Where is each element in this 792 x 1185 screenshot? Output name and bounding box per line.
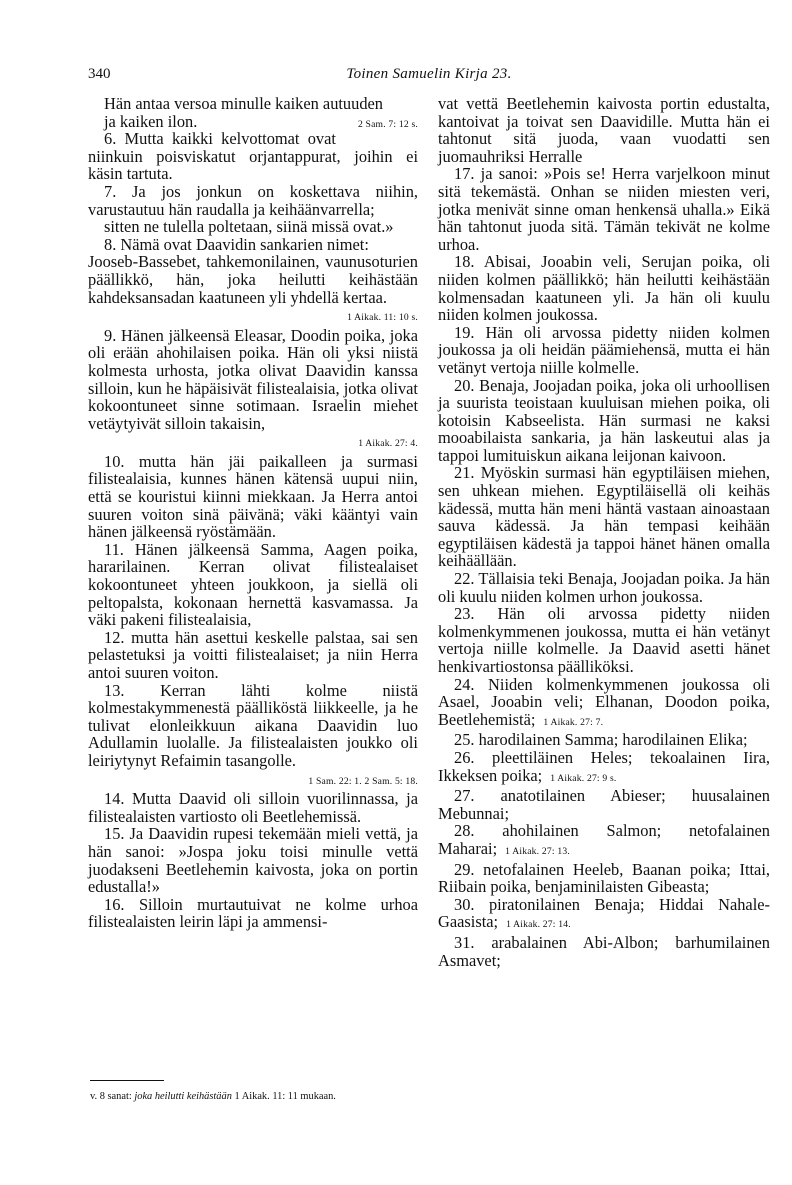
- verse-27: 27. anatotilainen Abieser; huusalainen Mebunnai;: [438, 786, 770, 823]
- verse-20: 20. Benaja, Joojadan poika, joka oli urhoollisen ja suurista teoistaan kuuluisan miehen poika, oli kotoisin Kabseelista. Hän surmasi ne kaksi mooabilaista sankaria, ja hän laskeutui alas ja tappoi lumituiskun aikana leijonan kaivoon.: [438, 375, 770, 465]
- footnote-tail: 1 Aikak. 11: 11 mukaan.: [234, 1091, 336, 1102]
- verse-15: 15. Ja Daavidin rupesi tekemään mieli vettä, ja hän sanoi: »Jospa joku toisi minulle vettä juodakseni Beetlehemin kaivosta, joka on portin edustalla!»: [88, 824, 418, 897]
- footnote-lead: v. 8 sanat:: [90, 1091, 132, 1102]
- verse-12: 12. mutta hän asettui keskelle palstaa, sai sen pelastetuksi ja voitti filistealaiset; ja niin Herra antoi suuren voiton.: [88, 627, 418, 682]
- right-column: [438, 95, 770, 969]
- verse-25: 25. harodilainen Samma; harodilainen Elika;: [454, 730, 748, 750]
- cross-reference-line: [88, 770, 418, 791]
- verse-line: sitten ne tulella poltetaan, siinä missä ovat.»: [104, 217, 394, 237]
- running-title: Toinen Samuelin Kirja 23.: [346, 66, 512, 82]
- verse-11: 11. Hänen jälkeensä Samma, Aagen poika, hararilainen. Kerran olivat filistealaiset kokoontuneet yhteen joukkoon, ja siellä oli peltopalsta, kokonaan hernettä kasvamassa. Ja väki pakeni filistealaisia,: [88, 539, 418, 630]
- verse-13: 13. Kerran lähti kolme niistä kolmestakymmenestä päälliköstä liikkeelle, ja he tulivat elonleikkuun aikana Daavidin luo Adullamin luolalle. Ja filistealaisten joukko oli leiriytynyt Refaimin tasangolle.: [88, 680, 418, 770]
- footnote: [90, 1090, 418, 1104]
- cross-reference: 1 Aikak. 27: 13.: [505, 845, 570, 857]
- footnote-italic: joka heilutti keihästään: [134, 1091, 232, 1102]
- page-number: 340: [88, 66, 111, 82]
- verse-7: 7. Ja jos jonkun on koskettava niihin, varustautuu hän raudalla ja keihäänvarrella;: [88, 181, 418, 219]
- verse-16: 16. Silloin murtautuivat ne kolme urhoa filistealaisten leirin läpi ja ammensi-: [88, 894, 418, 932]
- cross-reference: 2 Sam. 7: 12 s.: [357, 118, 418, 130]
- verse-21: 21. Myöskin surmasi hän egyptiläisen miehen, sen uhkean miehen. Egyptiläisellä oli keihäs kädessä, mutta hän meni häntä vastaan ainoastaan sauva kädessä. Ja hän tempasi keihään egyptiläisen kädestä ja tappoi hänet hänen omalla keihäällään.: [438, 463, 770, 571]
- verse-14: 14. Mutta Daavid oli silloin vuorilinnassa, ja filistealaisten vartiosto oli Beetlehemissä.: [88, 789, 418, 826]
- verse-29: 29. netofalainen Heeleb, Baanan poika; Ittai, Riibain poika, benjaminilaisten Gibeasta;: [438, 859, 770, 897]
- verse-line: Jooseb-Bassebet, tahkemonilainen, vaunusoturien päällikkö, hän, joka heilutti keihästään kahdeksansadan kaatuneen yli yhdellä kertaa.: [88, 252, 418, 307]
- verse-31: 31. arabalainen Abi-Albon; barhumilainen Asmavet;: [438, 932, 770, 970]
- page-header: [88, 66, 770, 86]
- verse-8: 8. Nämä ovat Daavidin sankarien nimet:: [104, 234, 369, 254]
- cross-reference: 1 Aikak. 27: 4.: [358, 438, 418, 450]
- verse-9: 9. Hänen jälkeensä Eleasar, Doodin poika, joka oli erään ahohilaisen poika. Hän oli yksi niistä kolmesta urhosta, jotka olivat Daavidin kanssa silloin, kun he häpäisivät filistealaisia, jotka olivat kokoontuneet sinne sotimaan. Israelin miehet vetäytyivät silloin takaisin,: [88, 325, 418, 433]
- verse-28: 28. ahohilainen Salmon; netofalainen Maharai; 1 Aikak. 27: 13.: [438, 821, 770, 858]
- cross-reference-line: [88, 306, 418, 327]
- verse-line: 2 Sam. 7: 12 s. ja kaiken ilon.: [88, 113, 418, 131]
- cross-reference: 1 Sam. 22: 1. 2 Sam. 5: 18.: [308, 775, 418, 787]
- verse-17: 17. ja sanoi: »Pois se! Herra varjelkoon minut sitä tekemästä. Onhan se niiden miesten veri, jotka menivät sinne oman henkensä uhalla.» Eikä hän tahtonut juoda sitä. Tämän tekivät ne kolme urhoa.: [438, 164, 770, 254]
- verse-23: 23. Hän oli arvossa pidetty niiden kolmenkymmenen joukossa, mutta ei hän vetänyt vertoja niille kolmelle. Ja Daavid asetti hänet henkivartiostonsa päälliköksi.: [438, 604, 770, 676]
- verse-line: Hän antaa versoa minulle kaiken autuuden: [104, 94, 383, 113]
- verse-16-continued: vat vettä Beetlehemin kaivosta portin edustalta, kantoivat ja toivat sen Daavidille. Mutta hän ei tahtonut sitä juoda, vaan vuodatti sen juomauhriksi Herralle: [438, 94, 770, 166]
- verse-18: 18. Abisai, Jooabin veli, Serujan poika, oli niiden kolmen päällikkö; hän heilutti keihästään kolmensadan kaatuneen yli. Ja hän oli kuulu niiden kolmen joukossa.: [438, 252, 770, 325]
- cross-reference-line: [88, 432, 418, 453]
- verse-24: 24. Niiden kolmenkymmenen joukossa oli Asael, Jooabin veli; Elhanan, Doodon poika, Beetlehemistä; 1 Aikak. 27: 7.: [438, 674, 770, 729]
- verse-26: 26. pleettiläinen Heles; tekoalainen Iira, Ikkeksen poika; 1 Aikak. 27: 9 s.: [438, 747, 770, 785]
- cross-reference: 1 Aikak. 27: 7.: [543, 716, 604, 728]
- left-column: [88, 95, 418, 931]
- cross-reference: 1 Aikak. 11: 10 s.: [347, 312, 418, 324]
- footnote-rule: [90, 1080, 164, 1081]
- verse-30: 30. piratonilainen Benaja; Hiddai Nahale-Gaasista; 1 Aikak. 27: 14.: [438, 894, 770, 932]
- cross-reference: 1 Aikak. 27: 14.: [506, 919, 571, 931]
- verse-10: 10. mutta hän jäi paikalleen ja surmasi filistealaisia, kunnes hänen kätensä uupui niin, että se kouristui kiinni miekkaan. Ja Herra antoi suuren voiton sinä päivänä; väki kääntyi vain hänen jälkeensä ryöstämään.: [88, 451, 418, 542]
- verse-6: 6. Mutta kaikki kelvottomat ovat niinkuin poisviskatut orjantappurat, joihin ei käsin tartuta.: [88, 129, 418, 184]
- verse-19: 19. Hän oli arvossa pidetty niiden kolmen joukossa ja oli heidän päämiehensä, mutta ei hän vetänyt vertoja niille kolmelle.: [438, 322, 770, 377]
- cross-reference: 1 Aikak. 27: 9 s.: [550, 772, 617, 784]
- verse-22: 22. Tällaisia teki Benaja, Joojadan poika. Ja hän oli kuulu niiden kolmen urhon joukossa.: [438, 569, 770, 606]
